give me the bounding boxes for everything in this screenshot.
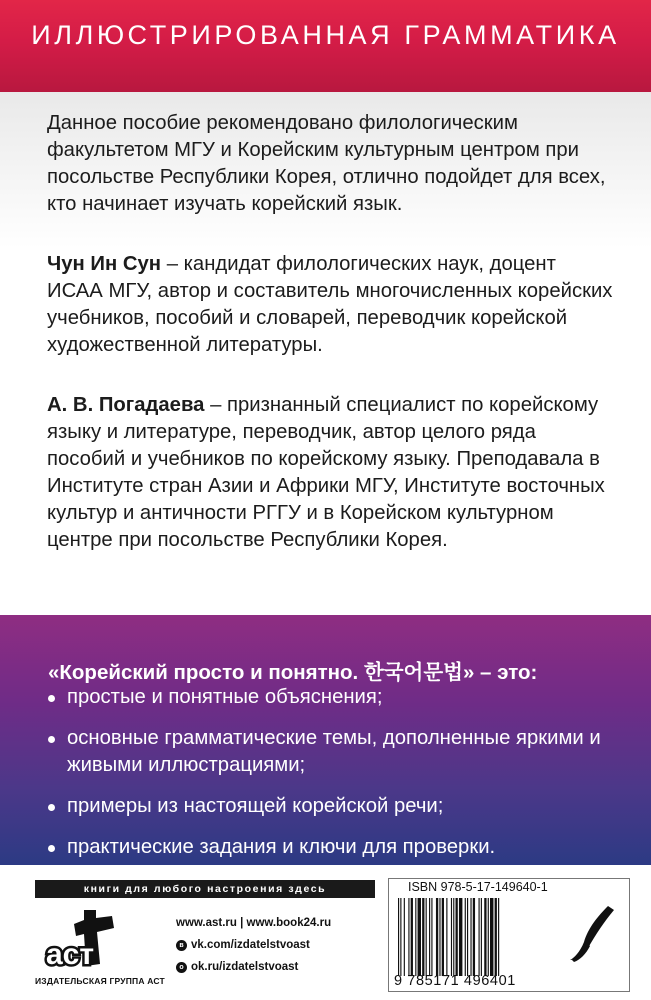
promo-title: «Корейский просто и понятно. 한국어문법» – это: [48, 661, 538, 684]
tagline: книги для любого настроения здесь [35, 880, 375, 898]
logo-text: аст [46, 938, 95, 970]
barcode-digits: 9 785171 496401 [394, 973, 516, 989]
vk-icon: в [176, 940, 187, 951]
barcode-icon [396, 898, 560, 976]
list-item-text: примеры из настоящей корейской речи; [67, 795, 444, 817]
list-item [45, 793, 635, 820]
vk-prefix: vk.com/ [191, 939, 234, 951]
vk-link[interactable] [176, 934, 376, 956]
bullet-dot-icon [48, 845, 55, 852]
list-item-text: простые и понятные объяснения; [67, 686, 383, 708]
list-item [45, 684, 635, 711]
isbn-number: ISBN 978-5-17-149640-1 [408, 880, 548, 894]
ast-logo-icon [40, 908, 120, 970]
website-link[interactable]: www.ast.ru | www.book24.ru [176, 917, 332, 929]
author1-name: Чун Ин Сун [47, 253, 162, 275]
ok-icon: о [176, 962, 187, 973]
feature-list [45, 684, 635, 875]
author2-paragraph [47, 392, 617, 554]
series-title: ИЛЛЮСТРИРОВАННАЯ ГРАММАТИКА [31, 20, 620, 50]
bullet-dot-icon [48, 804, 55, 811]
ok-link[interactable] [176, 956, 376, 978]
author1-bio: – кандидат филологических наук, доцент ИСАА МГУ, автор и составитель многочисленных корейских учебников, пособий и словарей, переводчик корейской художественной литературы. [47, 253, 613, 356]
list-item [45, 725, 635, 779]
vk-handle: izdatelstvoast [233, 939, 310, 951]
recommendation-paragraph: Данное пособие рекомендовано филологическим факультетом МГУ и Корейским культурным центром при посольстве Республики Корея, отлично подойдет для всех, кто начинает изучать корейский язык. [47, 112, 606, 215]
ok-prefix: ok.ru/ [191, 961, 223, 973]
bullet-dot-icon [48, 695, 55, 702]
list-item [45, 834, 635, 861]
author1-paragraph [47, 251, 617, 359]
list-item-text: основные грамматические темы, дополненные яркими и живыми иллюстрациями; [67, 727, 601, 776]
publisher-label: ИЗДАТЕЛЬСКАЯ ГРУППА АСТ [35, 976, 165, 986]
header-banner [0, 0, 651, 92]
list-item-text: практические задания и ключи для проверки. [67, 836, 496, 858]
quill-logo-icon [568, 902, 618, 964]
author2-bio: – признанный специалист по корейскому языку и литературе, переводчик, автор целого ряда пособий и учебников по корейскому языку. Преподавала в Институте стран Азии и Африки МГУ, Институте восточных культур и античности РГГУ и в Корейском культурном центре при посольстве Республики Корея. [47, 394, 605, 551]
bullet-dot-icon [48, 736, 55, 743]
ok-handle: izdatelstvoast [222, 961, 299, 973]
author2-name: А. В. Погадаева [47, 394, 205, 416]
publisher-links [176, 912, 376, 978]
